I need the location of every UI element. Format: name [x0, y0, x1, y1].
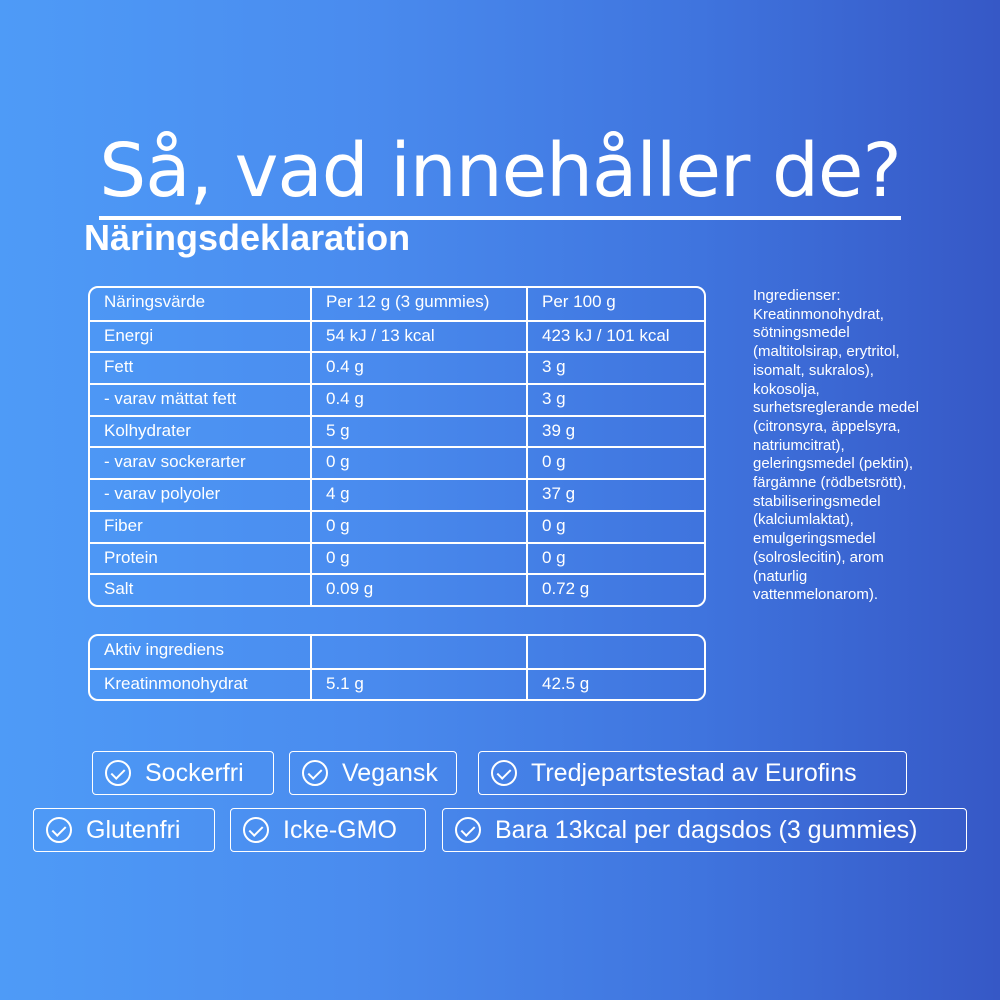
table-row [90, 573, 704, 605]
value-per-portion: 5 g [312, 417, 528, 447]
nutrient-name: Fett [90, 353, 312, 383]
value-per-100g: 0 g [542, 452, 566, 472]
table-row [90, 510, 704, 542]
table-header-cell: Per 100 g [542, 292, 616, 311]
badge-sockerfri [92, 751, 274, 795]
table-header-cell: Aktiv ingrediens [90, 636, 312, 668]
active-ingredient-table [88, 634, 706, 701]
check-circle-icon [243, 817, 269, 843]
value-per-100g: 3 g [542, 389, 566, 409]
page-title [0, 128, 1000, 214]
value-per-portion: 0.4 g [312, 353, 528, 383]
badge-vegansk [289, 751, 457, 795]
table-row [90, 320, 704, 352]
value-per-100g: 423 kJ / 101 kcal [542, 325, 670, 345]
value-per-100g: 39 g [542, 420, 576, 440]
check-circle-icon [46, 817, 72, 843]
badge-label: Vegansk [342, 758, 438, 787]
badge-tredjepartstestad [478, 751, 907, 795]
value-per-portion: 4 g [312, 480, 528, 510]
table-row [90, 351, 704, 383]
section-title: Näringsdeklaration [84, 217, 411, 258]
value-per-100g: 0 g [542, 515, 566, 535]
value-per-100g: 42.5 g [542, 673, 590, 693]
value-per-100g: 3 g [542, 357, 566, 377]
table-header-row [90, 288, 704, 320]
value-per-portion: 54 kJ / 13 kcal [312, 322, 528, 352]
table-row [90, 415, 704, 447]
value-per-100g: 0 g [542, 547, 566, 567]
table-header-cell: Per 12 g (3 gummies) [312, 288, 528, 320]
badge-label: Sockerfri [145, 758, 244, 787]
check-circle-icon [105, 760, 131, 786]
value-per-100g: 37 g [542, 484, 576, 504]
table-row [90, 446, 704, 478]
table-header-cell [312, 636, 528, 668]
value-per-portion: 5.1 g [312, 670, 528, 700]
badge-label: Icke-GMO [283, 815, 397, 844]
check-circle-icon [491, 760, 517, 786]
value-per-portion: 0.09 g [312, 575, 528, 605]
table-row [90, 542, 704, 574]
ingredient-name: Kreatinmonohydrat [90, 670, 312, 700]
table-row [90, 478, 704, 510]
badge-glutenfri [33, 808, 215, 852]
table-header-cell: Näringsvärde [90, 288, 312, 320]
value-per-portion: 0 g [312, 448, 528, 478]
value-per-portion: 0 g [312, 544, 528, 574]
nutrient-name: Fiber [90, 512, 312, 542]
badge-label: Bara 13kcal per dagsdos (3 gummies) [495, 815, 918, 844]
nutrient-name: - varav polyoler [90, 480, 312, 510]
badge-label: Tredjepartstestad av Eurofins [531, 758, 857, 787]
badge-icke-gmo [230, 808, 426, 852]
nutrient-name: - varav mättat fett [90, 385, 312, 415]
value-per-portion: 0 g [312, 512, 528, 542]
badge-label: Glutenfri [86, 815, 181, 844]
check-circle-icon [455, 817, 481, 843]
nutrition-table [88, 286, 706, 607]
table-row [90, 668, 704, 700]
table-row [90, 383, 704, 415]
badge-bara-13kcal [442, 808, 967, 852]
page-title-text: Så, vad innehåller de? [99, 128, 901, 220]
table-header-row [90, 636, 704, 668]
value-per-portion: 0.4 g [312, 385, 528, 415]
nutrient-name: Kolhydrater [90, 417, 312, 447]
nutrient-name: Protein [90, 544, 312, 574]
table-header-cell [528, 636, 704, 668]
nutrient-name: - varav sockerarter [90, 448, 312, 478]
nutrient-name: Energi [90, 322, 312, 352]
value-per-100g: 0.72 g [542, 579, 590, 599]
ingredients-list: Ingredienser: Kreatinmonohydrat, sötningsmedel (maltitolsirap, erytritol, isomalt, sukralos), kokosolja, surhetsreglerande medel (citronsyra, äppelsyra, natriumcitrat), geleringsmedel (pektin), färgämne (rödbetsrött), stabiliseringsmedel (kalciumlaktat), emulgeringsmedel (solroslecitin), arom (naturlig vattenmelonarom). [753, 287, 919, 604]
check-circle-icon [302, 760, 328, 786]
nutrient-name: Salt [90, 575, 312, 605]
